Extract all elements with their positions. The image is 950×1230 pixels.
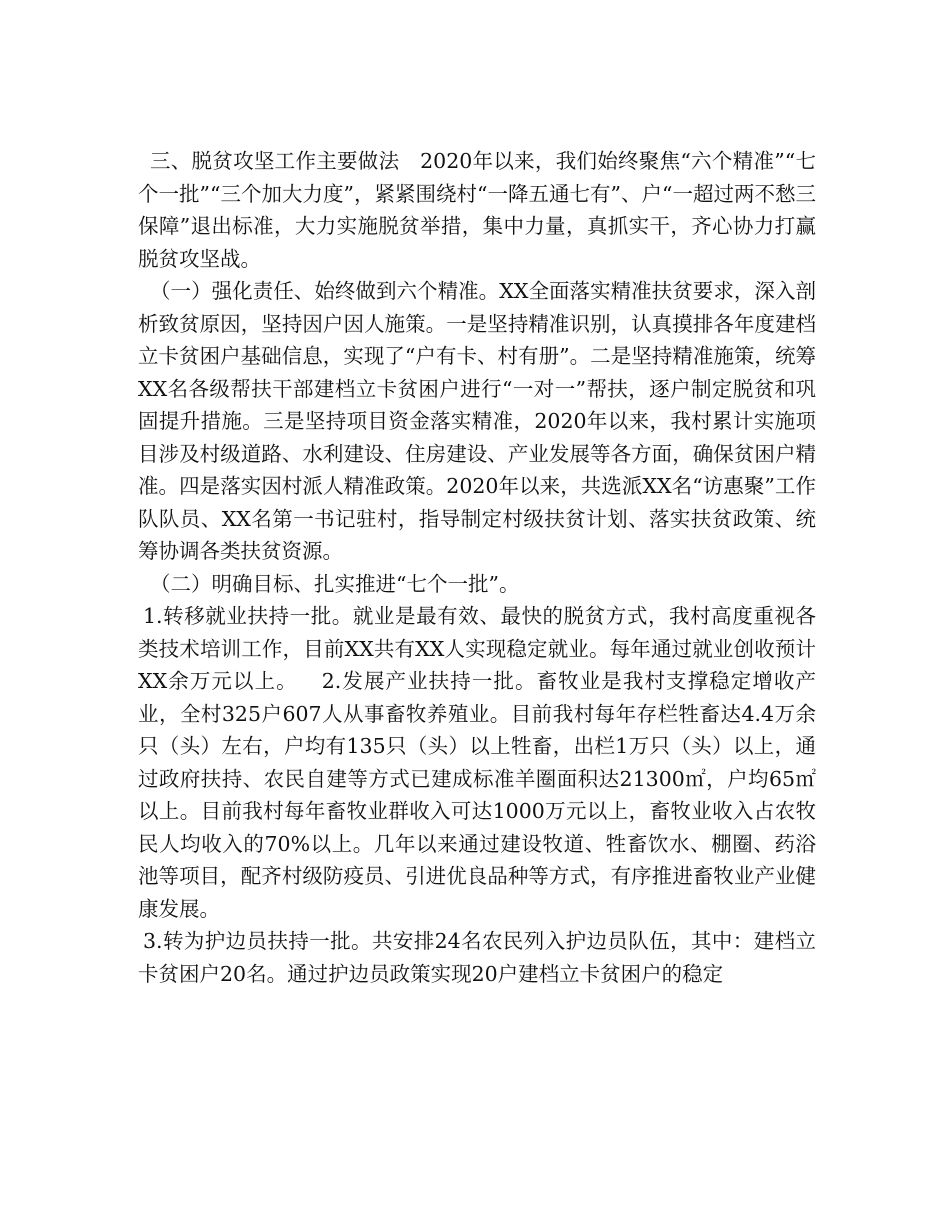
paragraph-section-two-heading: （二）明确目标、扎实推进“七个一批”。 <box>150 571 520 596</box>
paragraph-border-guard-support: 3.转为护边员扶持一批。共安排24名农民列入护边员队伍，其中：建档立卡贫困户20名。通过护边员政策实现20户建档立卡贫困户的稳定 <box>138 929 816 986</box>
employment-support-text: 1.转移就业扶持一批。就业是最有效、最快的脱贫方式，我村高度重视各类技术培训工作，目前XX共有XX人实现稳定就业。每年通过就业创收预计XX余万元以上。 <box>138 604 816 693</box>
industry-support-text: 2.发展产业扶持一批。畜牧业是我村支撑稳定增收产业，全村325户607人从事畜牧养殖业。目前我村每年存栏牲畜达4.4万余只（头）左右，户均有135只（头）以上牲畜，出栏1万只（头）以上，通过政府扶持、农民自建等方式已建成标准羊圈面积达21300㎡，户均65㎡以上。目前我村每年畜牧业群收入可达1000万元以上，畜牧业收入占农牧民人均收入的70%以上。几年以来通过建设牧道、牲畜饮水、棚圈、药浴池等项目，配齐村级防疫员、引进优良品种等方式，有序推进畜牧业产业健康发展。 <box>138 669 816 921</box>
paragraph-main-practices: 三、脱贫攻坚工作主要做法 2020年以来，我们始终聚焦“六个精准”“七个一批”“三个加大力度”，紧紧围绕村“一降五通七有”、户“一超过两不愁三保障”退出标准，大力实施脱贫举措，集中力量，真抓实干，齐心协力打赢脱贫攻坚战。 <box>138 149 816 271</box>
paragraph-section-one: （一）强化责任、始终做到六个精准。XX全面落实精准扶贫要求，深入剖析致贫原因，坚持因户因人施策。一是坚持精准识别，认真摸排各年度建档立卡贫困户基础信息，实现了“户有卡、村有册”。二是坚持精准施策，统筹XX名各级帮扶干部建档立卡贫困户进行“一对一”帮扶，逐户制定脱贫和巩固提升措施。三是坚持项目资金落实精准，2020年以来，我村累计实施项目涉及村级道路、水利建设、住房建设、产业发展等各方面，确保贫困户精准。四是落实因村派人精准政策。2020年以来，共选派XX名“访惠聚”工作队队员、XX名第一书记驻村，指导制定村级扶贫计划、落实扶贫政策、统筹协调各类扶贫资源。 <box>138 279 816 563</box>
paragraph-employment-support <box>138 600 816 925</box>
document-body <box>138 145 816 990</box>
